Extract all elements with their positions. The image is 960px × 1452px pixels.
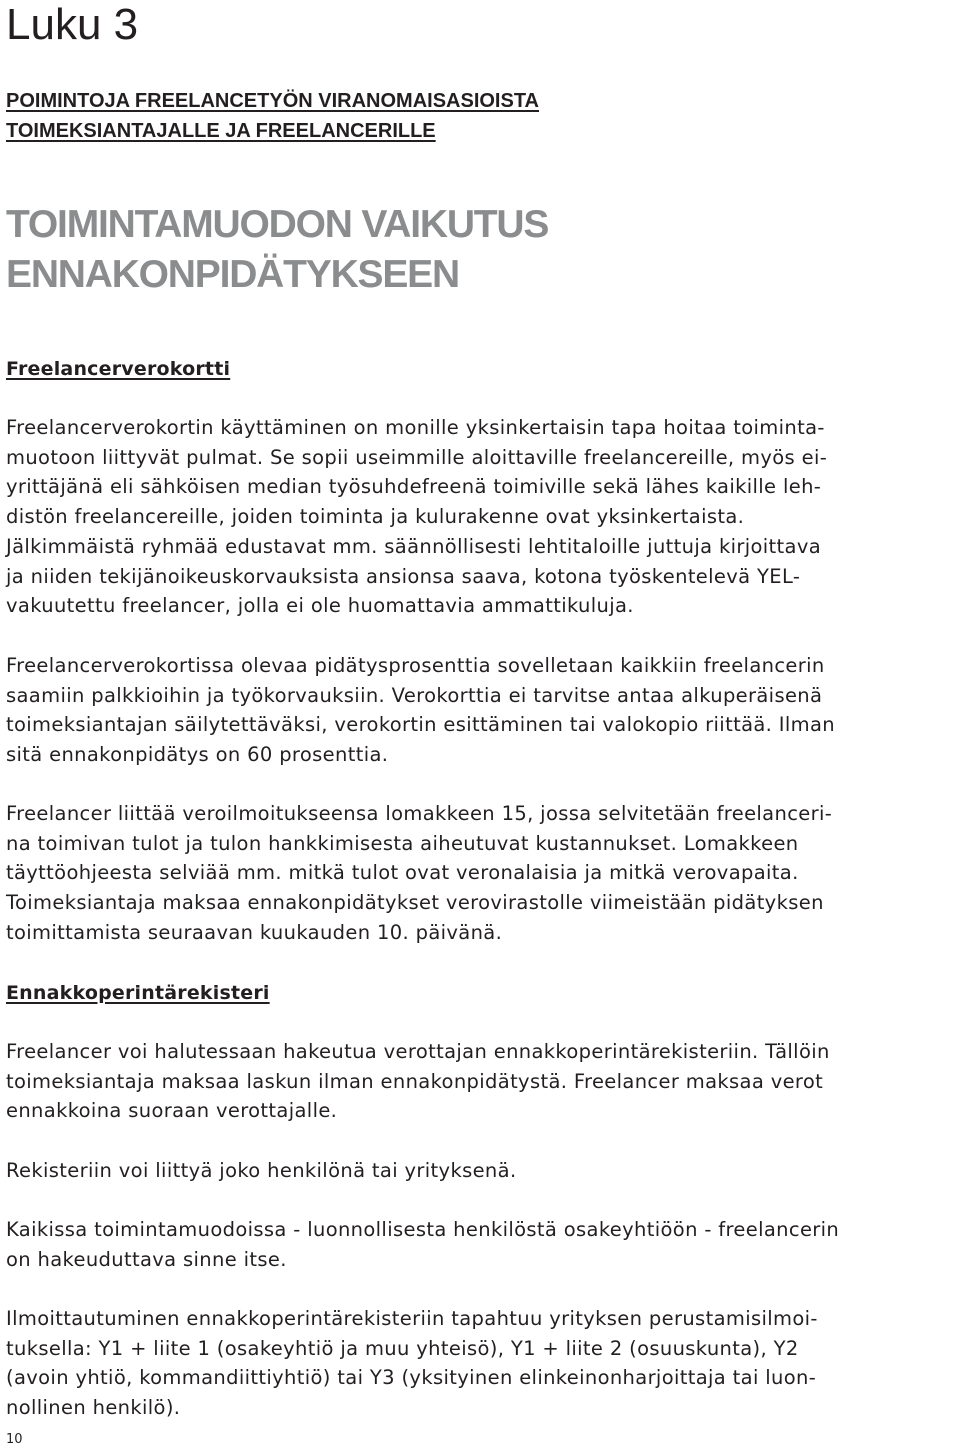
text-line: na toimivan tulot ja tulon hankkimisesta aiheutuvat kustannukset. Lomakkeen [6, 831, 799, 855]
subsection-heading-ennakkoperinta: Ennakkoperintärekisteri [6, 982, 270, 1004]
text-line: saamiin palkkioihin ja työkorvauksiin. Verokorttia ei tarvitse antaa alkuperäisenä [6, 683, 823, 707]
paragraph-ennakkoperinta-2 [6, 1156, 954, 1186]
paragraph-ennakkoperinta-3 [6, 1215, 954, 1274]
text-line: täyttöohjeesta selviää mm. mitkä tulot ovat veronalaisia ja mitkä verovapaita. [6, 861, 799, 885]
main-title [6, 200, 906, 300]
paragraph-verokortti-2 [6, 651, 954, 770]
chapter-title: Luku 3 [6, 0, 139, 49]
text-line: toimeksiantaja maksaa laskun ilman ennakonpidätystä. Freelancer maksaa verot [6, 1069, 824, 1093]
paragraph-verokortti-1 [6, 413, 954, 621]
page-number: 10 [6, 1432, 23, 1447]
text-line: vakuutettu freelancer, jolla ei ole huomattavia ammattikuluja. [6, 594, 634, 618]
main-title-line-2: ENNAKONPIDÄTYKSEEN [6, 253, 459, 296]
text-line: Freelancer liittää veroilmoitukseensa lomakkeen 15, jossa selvitetään freelanceri- [6, 802, 833, 825]
text-line: Freelancer voi halutessaan hakeutua verottajan ennakkoperintärekisteriin. Tällöin [6, 1040, 830, 1063]
text-line: Jälkimmäistä ryhmää edustavat mm. säännöllisesti lehtitaloille juttuja kirjoittava [6, 534, 822, 558]
text-line: ennakkoina suoraan verottajalle. [6, 1099, 338, 1123]
text-line: Rekisteriin voi liittyä joko henkilönä tai yrityksenä. [6, 1159, 517, 1182]
paragraph-verokortti-3 [6, 799, 954, 948]
text-line: Kaikissa toimintamuodoissa - luonnollisesta henkilöstä osakeyhtiöön - freelancerin [6, 1218, 840, 1241]
section-heading-line-2: TOIMEKSIANTAJALLE JA FREELANCERILLE [6, 120, 436, 142]
text-line: toimeksiantajan säilytettäväksi, verokortin esittäminen tai valokopio riittää. Ilman [6, 713, 835, 737]
section-heading [6, 86, 766, 146]
text-line: sitä ennakonpidätys on 60 prosenttia. [6, 743, 389, 767]
text-line: tuksella: Y1 + liite 1 (osakeyhtiö ja muu yhteisö), Y1 + liite 2 (osuuskunta), Y2 [6, 1336, 799, 1360]
text-line: ja niiden tekijänoikeuskorvauksista ansionsa saava, kotona työskentelevä YEL- [6, 564, 801, 588]
text-line: (avoin yhtiö, kommandiittiyhtiö) tai Y3 (yksityinen elinkeinonharjoittaja tai luon- [6, 1366, 817, 1390]
text-line: Ilmoittautuminen ennakkoperintärekisteriin tapahtuu yrityksen perustamisilmoi- [6, 1307, 818, 1330]
text-line: toimittamista seuraavan kuukauden 10. päivänä. [6, 920, 503, 944]
main-title-line-1: TOIMINTAMUODON VAIKUTUS [6, 203, 549, 246]
paragraph-ennakkoperinta-1 [6, 1037, 954, 1126]
text-line: Freelancerverokortin käyttäminen on monille yksinkertaisin tapa hoitaa toiminta- [6, 416, 825, 439]
text-line: nollinen henkilö). [6, 1396, 181, 1420]
text-line: yrittäjänä eli sähköisen median työsuhdefreenä toimiville sekä lähes kaikille leh- [6, 475, 822, 499]
text-line: Toimeksiantaja maksaa ennakonpidätykset verovirastolle viimeistään pidätyksen [6, 891, 824, 915]
subsection-heading-verokortti: Freelancerverokortti [6, 358, 231, 380]
text-line: on hakeuduttava sinne itse. [6, 1247, 287, 1271]
text-line: distön freelancereille, joiden toiminta ja kulurakenne ovat yksinkertaista. [6, 505, 745, 529]
paragraph-ennakkoperinta-4 [6, 1304, 954, 1423]
text-line: muotoon liittyvät pulmat. Se sopii useimmille aloittaville freelancereille, myös ei- [6, 445, 828, 469]
section-heading-line-1: POIMINTOJA FREELANCETYÖN VIRANOMAISASIOISTA [6, 90, 539, 112]
text-line: Freelancerverokortissa olevaa pidätysprosenttia sovelletaan kaikkiin freelancerin [6, 654, 825, 677]
